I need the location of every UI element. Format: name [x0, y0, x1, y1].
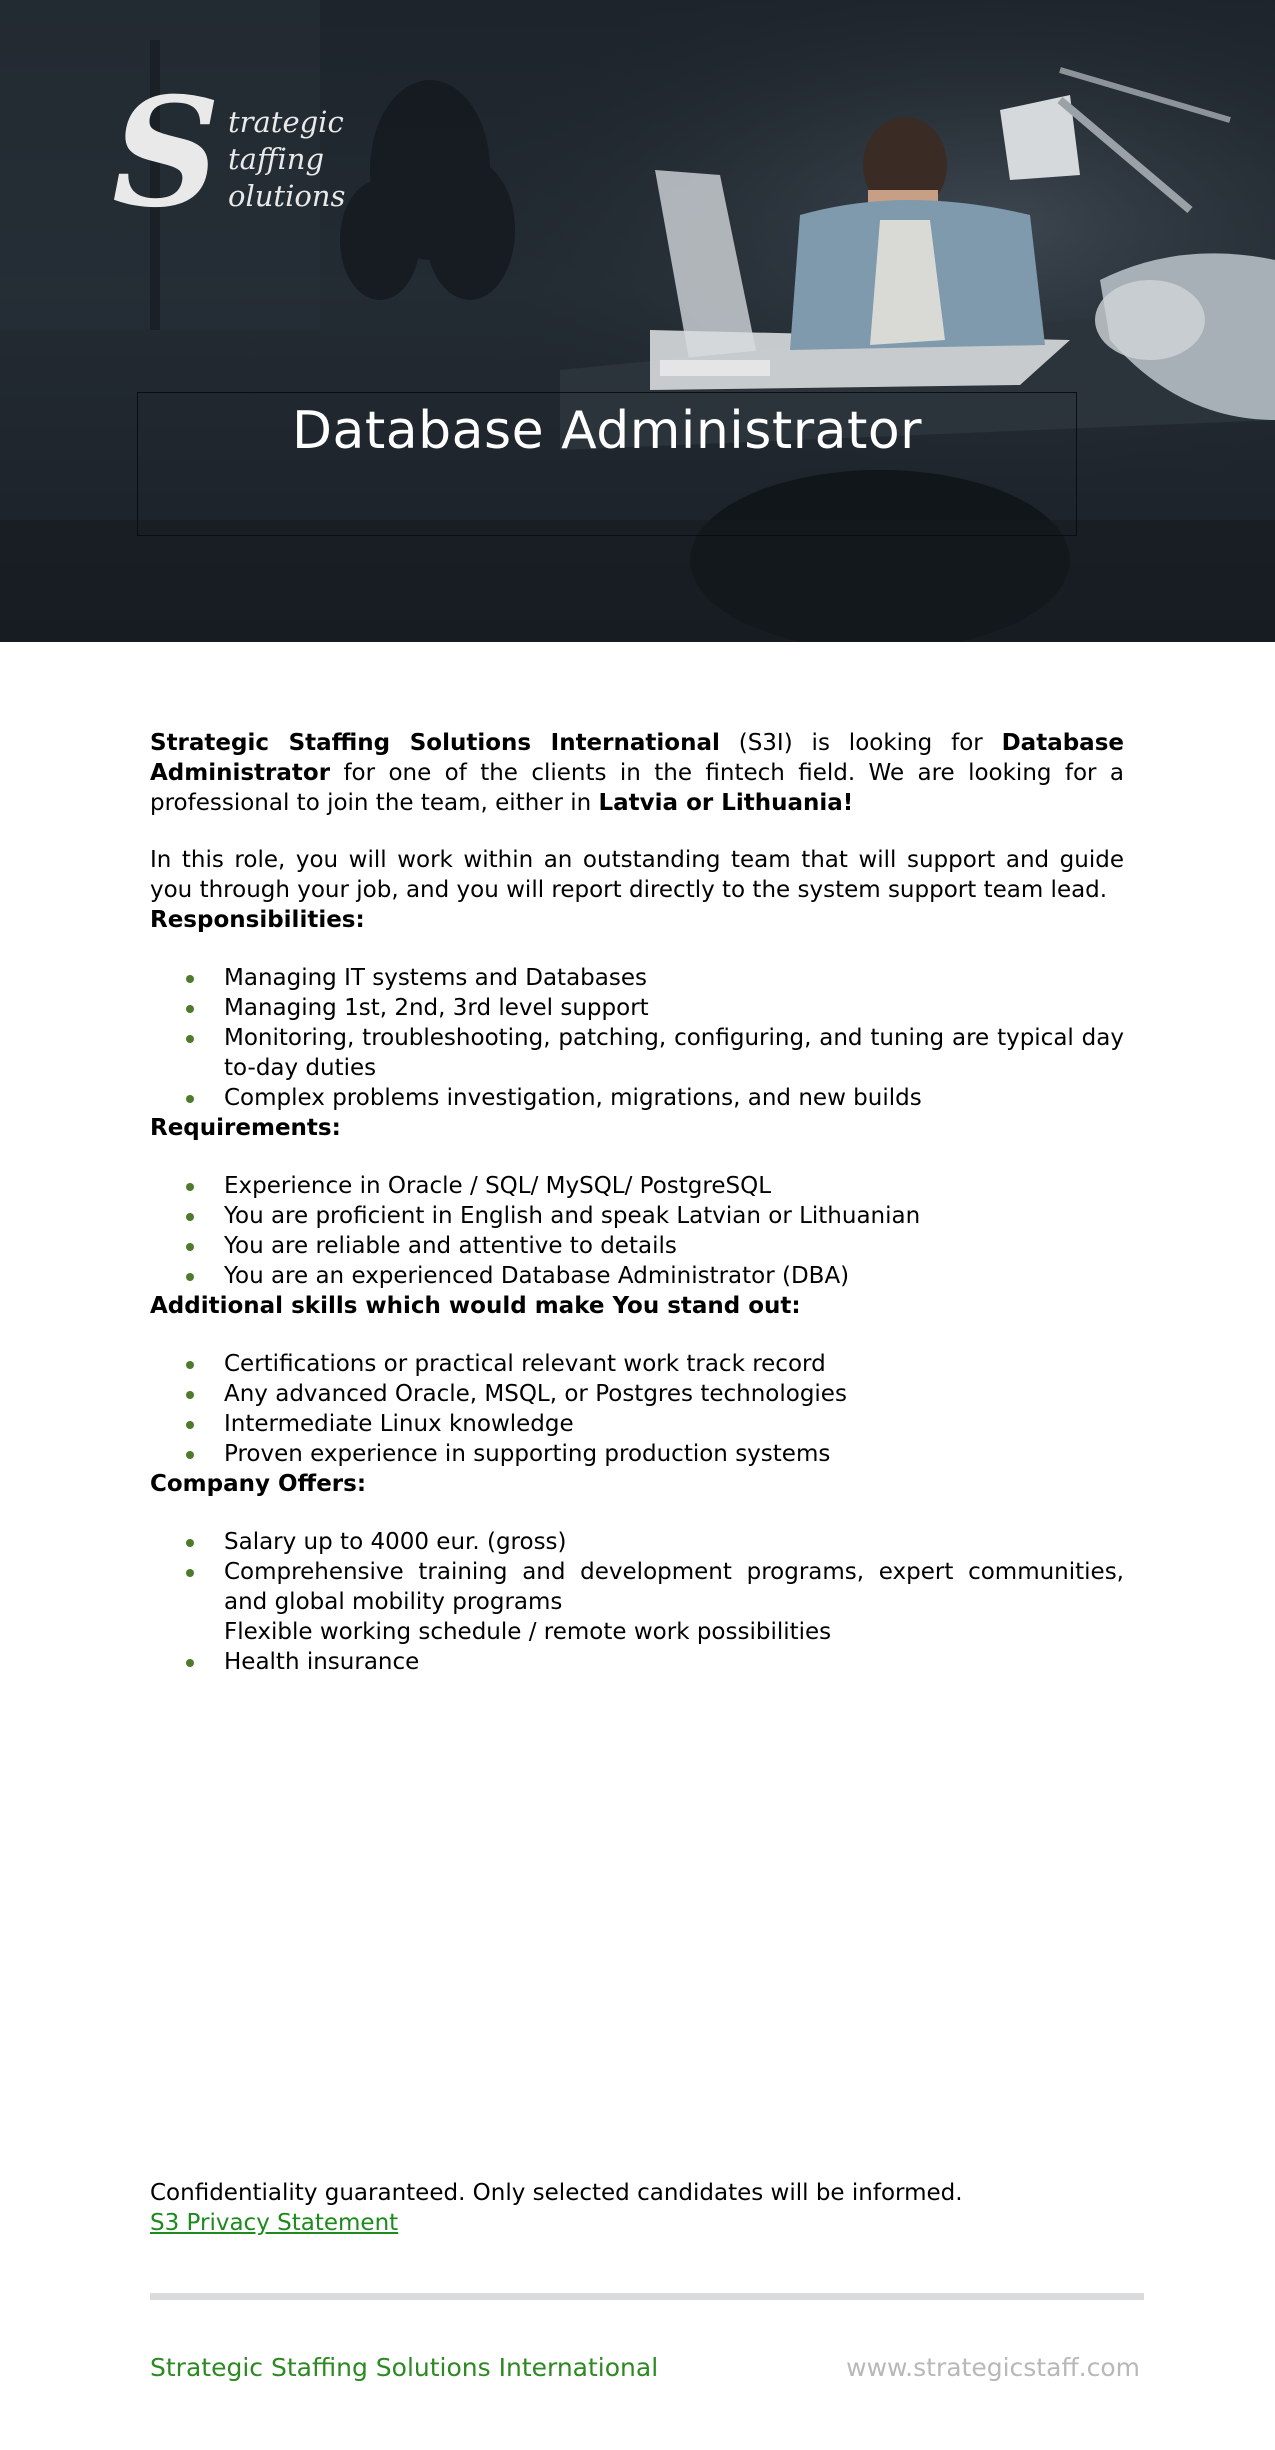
- section-heading-requirements: Requirements:: [150, 1115, 341, 1141]
- bullet-icon: [186, 1361, 194, 1369]
- role-name-text: Database Administrator: [150, 730, 1124, 786]
- intro-text: (S3I) is looking for: [719, 730, 1002, 756]
- list-item-text: Proven experience in supporting production systems: [224, 1441, 831, 1467]
- list-item-text: Monitoring, troubleshooting, patching, configuring, and tuning are typical day to-day duties: [224, 1025, 1124, 1081]
- logo-word: taffing: [228, 142, 325, 176]
- section-heading-additional-skills: Additional skills which would make You stand out:: [150, 1293, 801, 1319]
- intro-text: for one of the clients in the fintech field. We are looking for a professional to join the team, either in: [150, 760, 1124, 816]
- list-item-text: Health insurance: [224, 1649, 420, 1675]
- job-description: [150, 728, 1124, 1677]
- list-item: [224, 993, 1124, 1023]
- bullet-icon: [186, 975, 194, 983]
- section-heading-responsibilities: Responsibilities:: [150, 907, 365, 933]
- privacy-statement-link[interactable]: S3 Privacy Statement: [150, 2210, 399, 2236]
- list-item: [224, 1617, 1124, 1647]
- intro-paragraph: [150, 728, 1124, 818]
- bullet-icon: [186, 1035, 194, 1043]
- title-frame: [137, 392, 1077, 536]
- list-item: [224, 1527, 1124, 1557]
- list-item: [224, 1439, 1124, 1469]
- list-item: [224, 1349, 1124, 1379]
- responsibilities-list: [150, 963, 1124, 1113]
- bullet-icon: [186, 1183, 194, 1191]
- list-item: [224, 1379, 1124, 1409]
- bullet-icon: [186, 1243, 194, 1251]
- list-item: [224, 1409, 1124, 1439]
- hero-banner: [0, 0, 1275, 642]
- list-item-text: Flexible working schedule / remote work possibilities: [224, 1619, 832, 1645]
- footer-divider: [150, 2293, 1144, 2300]
- bullet-icon: [186, 1451, 194, 1459]
- company-logo: [112, 65, 346, 246]
- confidentiality-text: Confidentiality guaranteed. Only selected candidates will be informed.: [150, 2180, 963, 2206]
- list-item-text: Salary up to 4000 eur. (gross): [224, 1529, 567, 1555]
- list-item: [224, 963, 1124, 993]
- list-item-text: Certifications or practical relevant work track record: [224, 1351, 826, 1377]
- list-item-text: Complex problems investigation, migrations, and new builds: [224, 1085, 922, 1111]
- list-item-text: Managing IT systems and Databases: [224, 965, 647, 991]
- list-item: [224, 1557, 1124, 1617]
- list-item-text: You are proficient in English and speak Latvian or Lithuanian: [224, 1203, 921, 1229]
- list-item-text: You are an experienced Database Administrator (DBA): [224, 1263, 850, 1289]
- list-item-text: Any advanced Oracle, MSQL, or Postgres technologies: [224, 1381, 847, 1407]
- location-text: Latvia or Lithuania!: [598, 790, 854, 816]
- list-item-text: Intermediate Linux knowledge: [224, 1411, 574, 1437]
- list-item: [224, 1201, 1124, 1231]
- bullet-icon: [186, 1391, 194, 1399]
- bullet-icon: [186, 1659, 194, 1667]
- bullet-icon: [186, 1213, 194, 1221]
- logo-letter: S: [112, 65, 221, 241]
- list-item: [224, 1261, 1124, 1291]
- logo-word: olutions: [228, 179, 346, 213]
- footer-website: www.strategicstaff.com: [846, 2353, 1140, 2382]
- list-item-text: Comprehensive training and development programs, expert communities, and global mobility programs: [224, 1559, 1124, 1615]
- bullet-icon: [186, 1569, 194, 1577]
- company-name-text: Strategic Staffing Solutions International: [150, 730, 720, 756]
- list-item: [224, 1647, 1124, 1677]
- footer-company-name: Strategic Staffing Solutions International: [150, 2353, 659, 2382]
- company-offers-list: [150, 1527, 1124, 1677]
- section-heading-company-offers: Company Offers:: [150, 1471, 367, 1497]
- additional-skills-list: [150, 1349, 1124, 1469]
- list-item: [224, 1023, 1124, 1083]
- bullet-icon: [186, 1095, 194, 1103]
- list-item-text: Experience in Oracle / SQL/ MySQL/ PostgreSQL: [224, 1173, 772, 1199]
- bullet-icon: [186, 1539, 194, 1547]
- logo-wordmark: [228, 104, 345, 215]
- bullet-icon: [186, 1421, 194, 1429]
- job-title: Database Administrator: [291, 401, 923, 461]
- footer-note: [150, 2178, 963, 2238]
- bullet-icon: [186, 1273, 194, 1281]
- logo-word: trategic: [228, 105, 344, 139]
- list-item: [224, 1083, 1124, 1113]
- requirements-list: [150, 1171, 1124, 1291]
- role-paragraph: In this role, you will work within an outstanding team that will support and guide you through your job, and you will report directly to the system support team lead.: [150, 847, 1124, 903]
- list-item: [224, 1171, 1124, 1201]
- bullet-icon: [186, 1005, 194, 1013]
- list-item-text: You are reliable and attentive to details: [224, 1233, 677, 1259]
- list-item: [224, 1231, 1124, 1261]
- list-item-text: Managing 1st, 2nd, 3rd level support: [224, 995, 649, 1021]
